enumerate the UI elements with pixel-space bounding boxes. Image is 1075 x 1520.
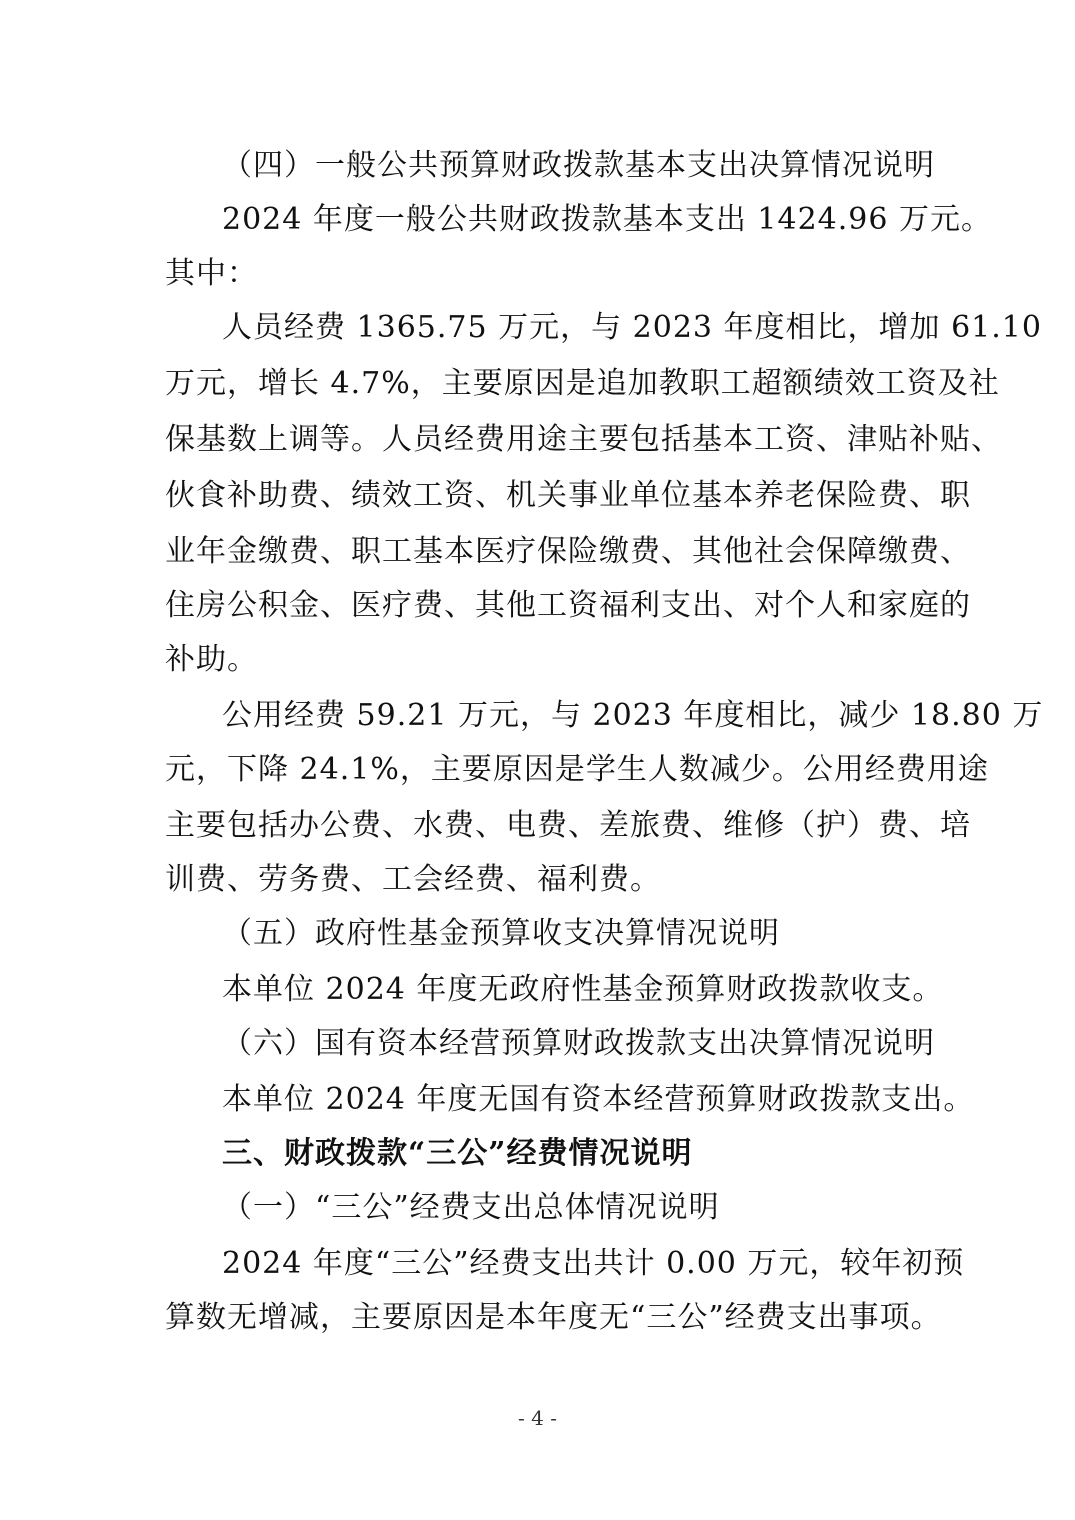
section-heading-3-1: （一）“三公”经费支出总体情况说明 xyxy=(222,1190,720,1225)
paragraph-line: 2024 年度一般公共财政拨款基本支出 1424.96 万元。 xyxy=(222,202,993,237)
paragraph-line: 本单位 2024 年度无政府性基金预算财政拨款收支。 xyxy=(222,972,944,1007)
paragraph-line: 元，下降 24.1%，主要原因是学生人数减少。公用经费用途 xyxy=(165,752,989,787)
paragraph-line: 主要包括办公费、水费、电费、差旅费、维修（护）费、培 xyxy=(165,808,971,843)
paragraph-line: 人员经费 1365.75 万元，与 2023 年度相比，增加 61.10 xyxy=(222,310,1042,345)
paragraph-line: 保基数上调等。人员经费用途主要包括基本工资、津贴补贴、 xyxy=(165,422,1002,457)
paragraph-line: 算数无增减，主要原因是本年度无“三公”经费支出事项。 xyxy=(165,1300,942,1335)
section-heading-4: （四）一般公共预算财政拨款基本支出决算情况说明 xyxy=(222,148,935,183)
page-number: - 4 - xyxy=(518,1406,557,1430)
paragraph-line: 住房公积金、医疗费、其他工资福利支出、对个人和家庭的 xyxy=(165,588,971,623)
paragraph-line: 补助。 xyxy=(165,642,258,677)
paragraph-line: 其中： xyxy=(165,256,258,291)
section-heading-6: （六）国有资本经营预算财政拨款支出决算情况说明 xyxy=(222,1026,935,1061)
paragraph-line: 伙食补助费、绩效工资、机关事业单位基本养老保险费、职 xyxy=(165,478,971,513)
paragraph-line: 万元，增长 4.7%，主要原因是追加教职工超额绩效工资及社 xyxy=(165,366,1000,401)
paragraph-line: 训费、劳务费、工会经费、福利费。 xyxy=(165,862,661,897)
paragraph-line: 公用经费 59.21 万元，与 2023 年度相比，减少 18.80 万 xyxy=(222,698,1044,733)
paragraph-line: 本单位 2024 年度无国有资本经营预算财政拨款支出。 xyxy=(222,1082,975,1117)
paragraph-line: 2024 年度“三公”经费支出共计 0.00 万元，较年初预 xyxy=(222,1246,965,1281)
paragraph-line: 业年金缴费、职工基本医疗保险缴费、其他社会保障缴费、 xyxy=(165,534,971,569)
section-heading-5: （五）政府性基金预算收支决算情况说明 xyxy=(222,916,780,951)
chapter-heading-3: 三、财政拨款“三公”经费情况说明 xyxy=(222,1136,693,1171)
